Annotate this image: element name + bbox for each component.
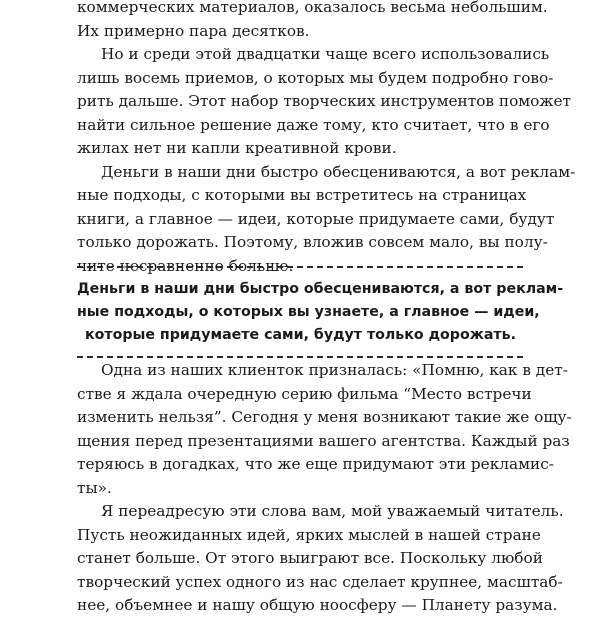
- text-line: ты».: [77, 478, 112, 497]
- text-line: Одна из наших клиенток призналась: «Помню, как в дет-: [101, 361, 568, 379]
- text-line: только дорожать. Поэтому, вложив совсем мало, вы полу-: [77, 233, 548, 251]
- paragraph: [77, 43, 571, 161]
- text-line: теряюсь в догадках, что же еще придумают эти рекламис-: [77, 455, 554, 473]
- pull-quote-line: Деньги в наши дни быстро обесцениваются, а вот реклам-: [77, 281, 564, 297]
- text-line: коммерческих материалов, оказалось весьма небольшим.: [77, 0, 548, 16]
- pull-quote-text: [77, 268, 564, 356]
- paragraph-continued: [77, 0, 548, 43]
- text-line: чите несравненно больше.: [77, 256, 294, 275]
- text-line: изменить нельзя”. Сегодня у меня возникают такие же ощу-: [77, 408, 572, 426]
- text-line: нее, объемнее и нашу общую ноосферу — Планету разума.: [77, 596, 558, 614]
- text-line: жилах нет ни капли креативной крови.: [77, 139, 397, 157]
- text-line: лишь восемь приемов, о которых мы будем подробно гово-: [77, 68, 554, 87]
- text-line: рить дальше. Этот набор творческих инструментов поможет: [77, 92, 571, 110]
- text-line: Пусть неожиданных идей, ярких мыслей в нашей стране: [77, 525, 541, 544]
- text-line: стве я ждала очередную серию фильма “Место встречи: [77, 384, 532, 403]
- pull-quote-line: которые придумаете сами, будут только дорожать.: [85, 327, 516, 343]
- text-line: ные подходы, с которыми вы встретитесь на страницах: [77, 186, 527, 204]
- text-line: Их примерно пара десятков.: [77, 21, 310, 40]
- pull-quote: [77, 266, 564, 358]
- body-text-top: [77, 0, 576, 278]
- text-line: Деньги в наши дни быстро обесцениваются, а вот реклам-: [101, 162, 576, 181]
- pull-quote-line: ные подходы, о которых вы узнаете, а главное — идеи,: [77, 304, 540, 320]
- text-line: найти сильное решение даже тому, кто считает, что в его: [77, 115, 550, 134]
- text-line: станет больше. От этого выиграют все. Поскольку любой: [77, 549, 543, 567]
- body-text-bottom: [77, 359, 572, 618]
- text-line: щения перед презентациями вашего агентства. Каждый раз: [77, 431, 570, 450]
- paragraph: [77, 359, 572, 500]
- text-line: книги, а главное — идеи, которые придумаете сами, будут: [77, 209, 555, 228]
- paragraph: [77, 161, 576, 279]
- text-line: Я переадресую эти слова вам, мой уважаемый читатель.: [101, 502, 564, 520]
- dashed-rule-bottom: [77, 356, 523, 358]
- text-line: творческий успех одного из нас сделает крупнее, масштаб-: [77, 572, 563, 591]
- text-line: Но и среди этой двадцатки чаще всего использовались: [101, 45, 550, 63]
